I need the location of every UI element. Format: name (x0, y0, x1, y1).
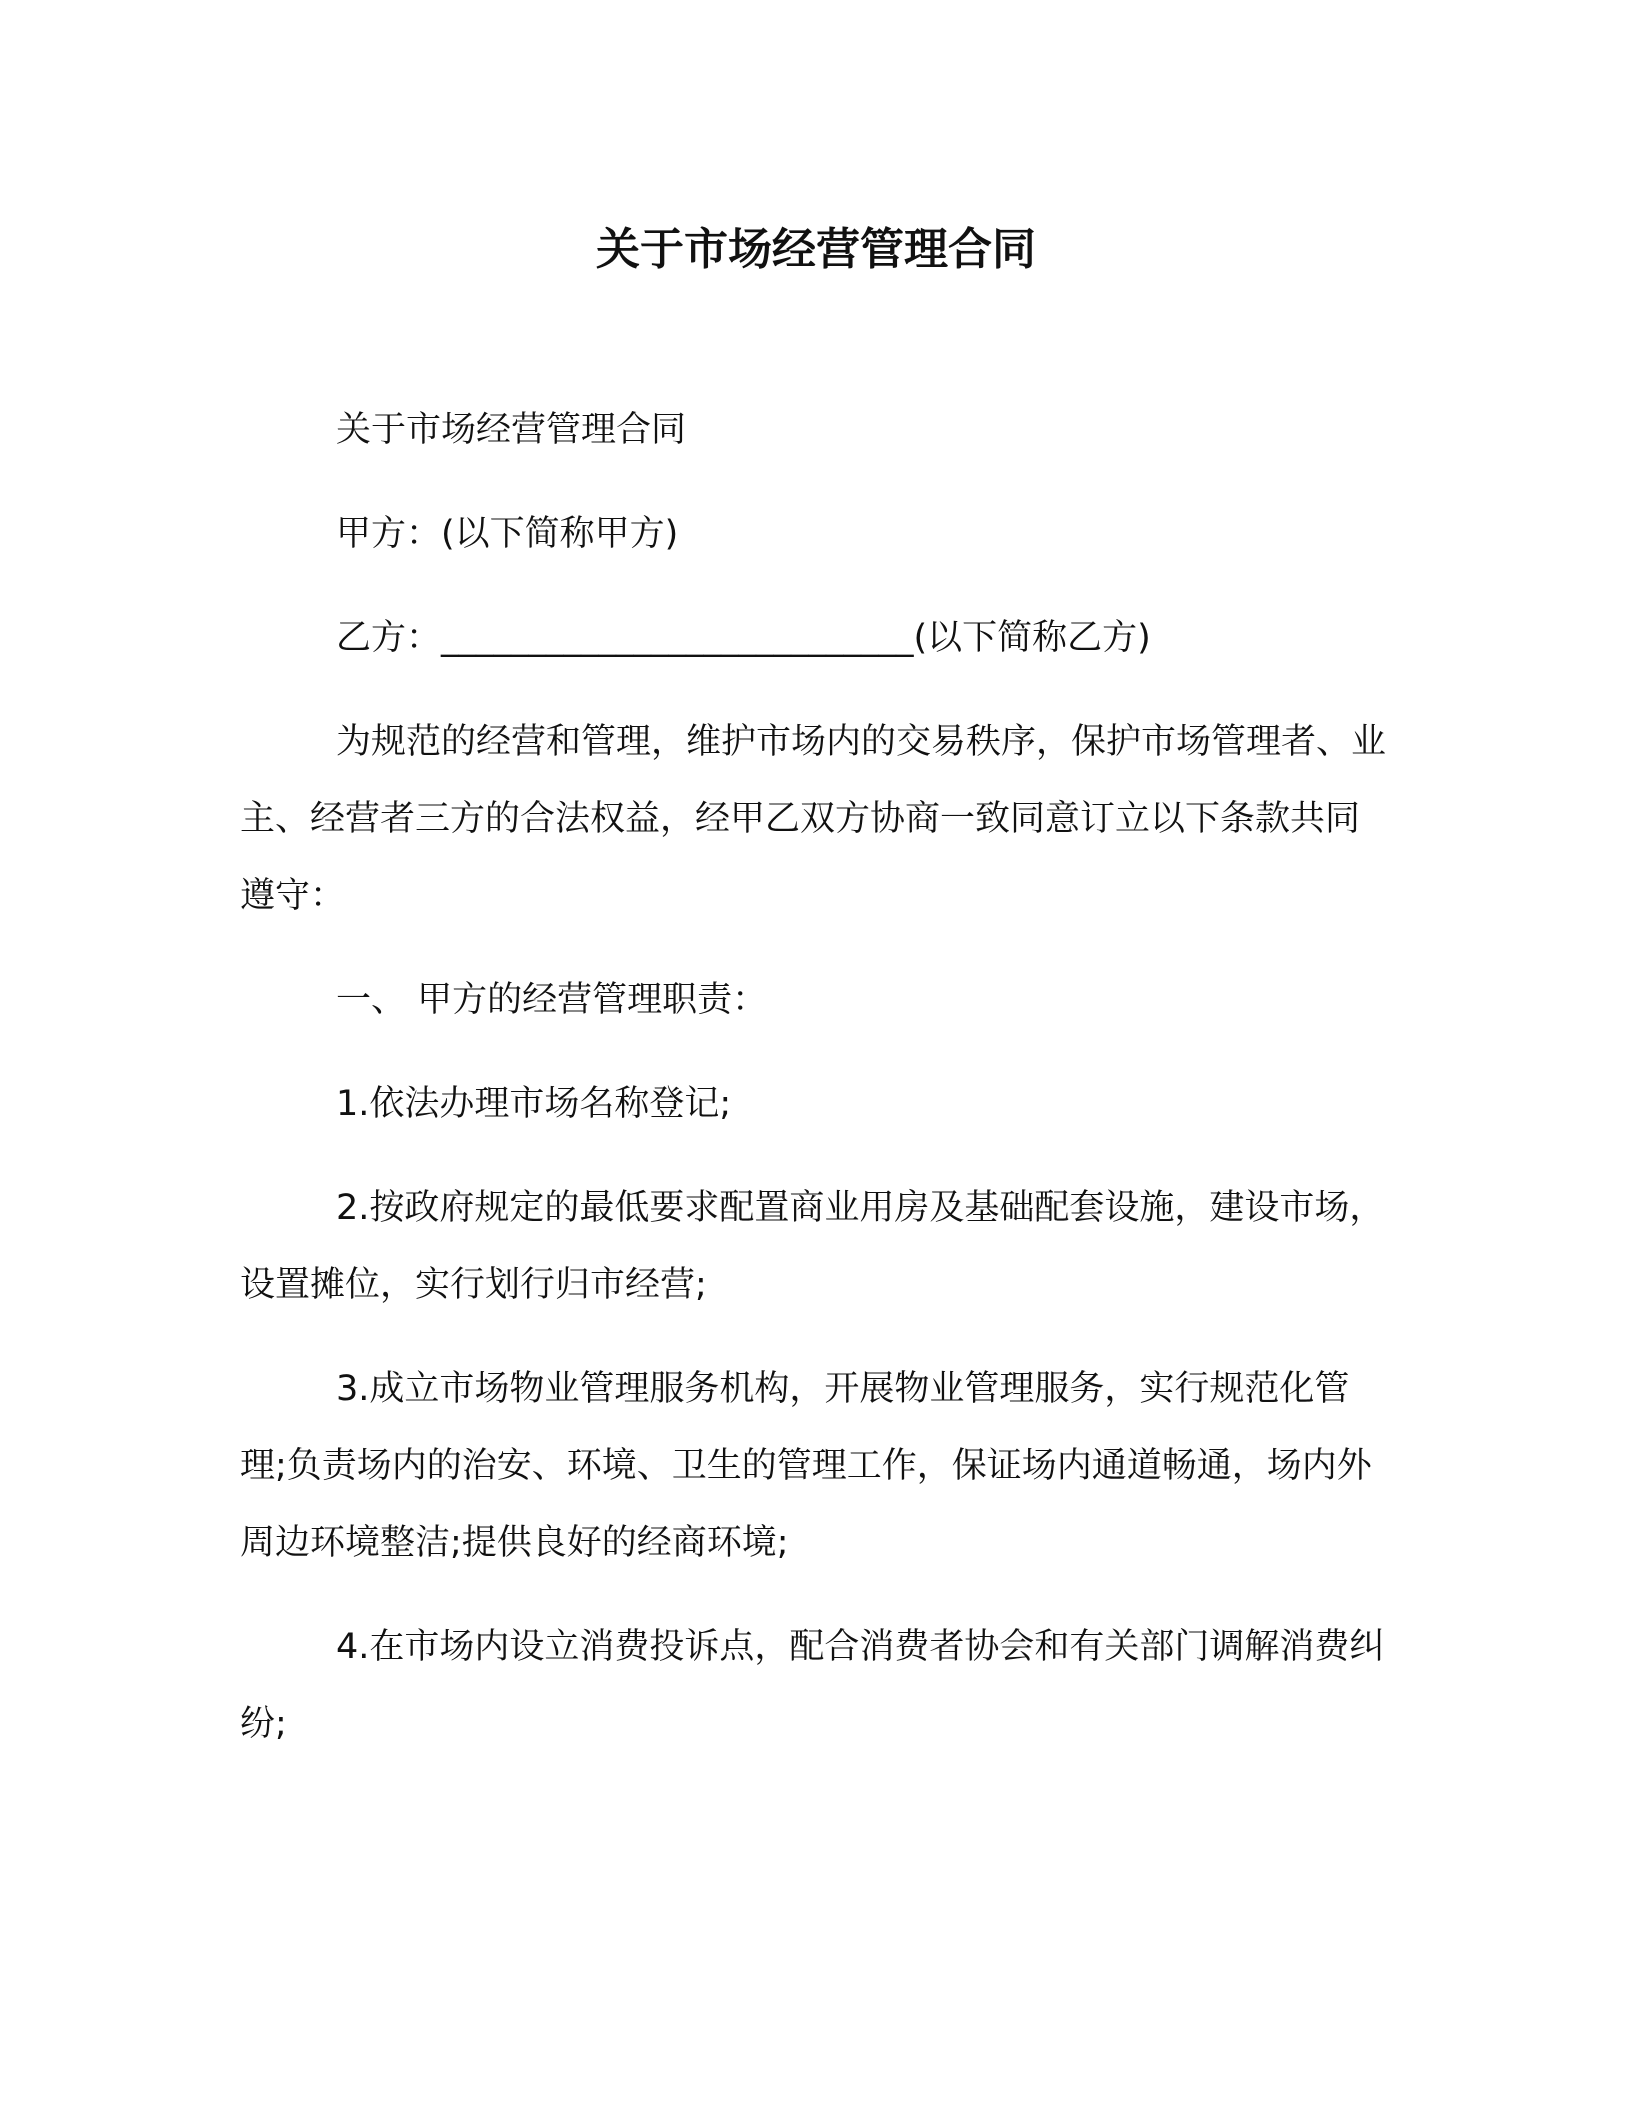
paragraph-party-b: 乙方：___________________________(以下简称乙方) (336, 618, 1151, 658)
document-body (240, 392, 1392, 1790)
paragraph-section-1-heading: 一、 甲方的经营管理职责： (336, 980, 768, 1020)
paragraph-clause-2: 2.按政府规定的最低要求配置商业用房及基础配套设施，建设市场，设置摊位，实行划行归市经营; (240, 1188, 1385, 1305)
paragraph-preamble: 为规范的经营和管理，维护市场内的交易秩序，保护市场管理者、业主、经营者三方的合法权益，经甲乙双方协商一致同意订立以下条款共同遵守： (240, 722, 1387, 916)
paragraph-heading: 关于市场经营管理合同 (336, 410, 687, 450)
paragraph-clause-1: 1.依法办理市场名称登记; (336, 1084, 732, 1124)
document-title: 关于市场经营管理合同 (596, 224, 1036, 275)
paragraph-clause-3: 3.成立市场物业管理服务机构，开展物业管理服务，实行规范化管理;负责场内的治安、环境、卫生的管理工作，保证场内通道畅通，场内外周边环境整洁;提供良好的经商环境; (240, 1369, 1372, 1563)
paragraph-party-a: 甲方：(以下简称甲方) (336, 514, 679, 554)
paragraph-clause-4: 4.在市场内设立消费投诉点，配合消费者协会和有关部门调解消费纠纷; (240, 1627, 1385, 1744)
